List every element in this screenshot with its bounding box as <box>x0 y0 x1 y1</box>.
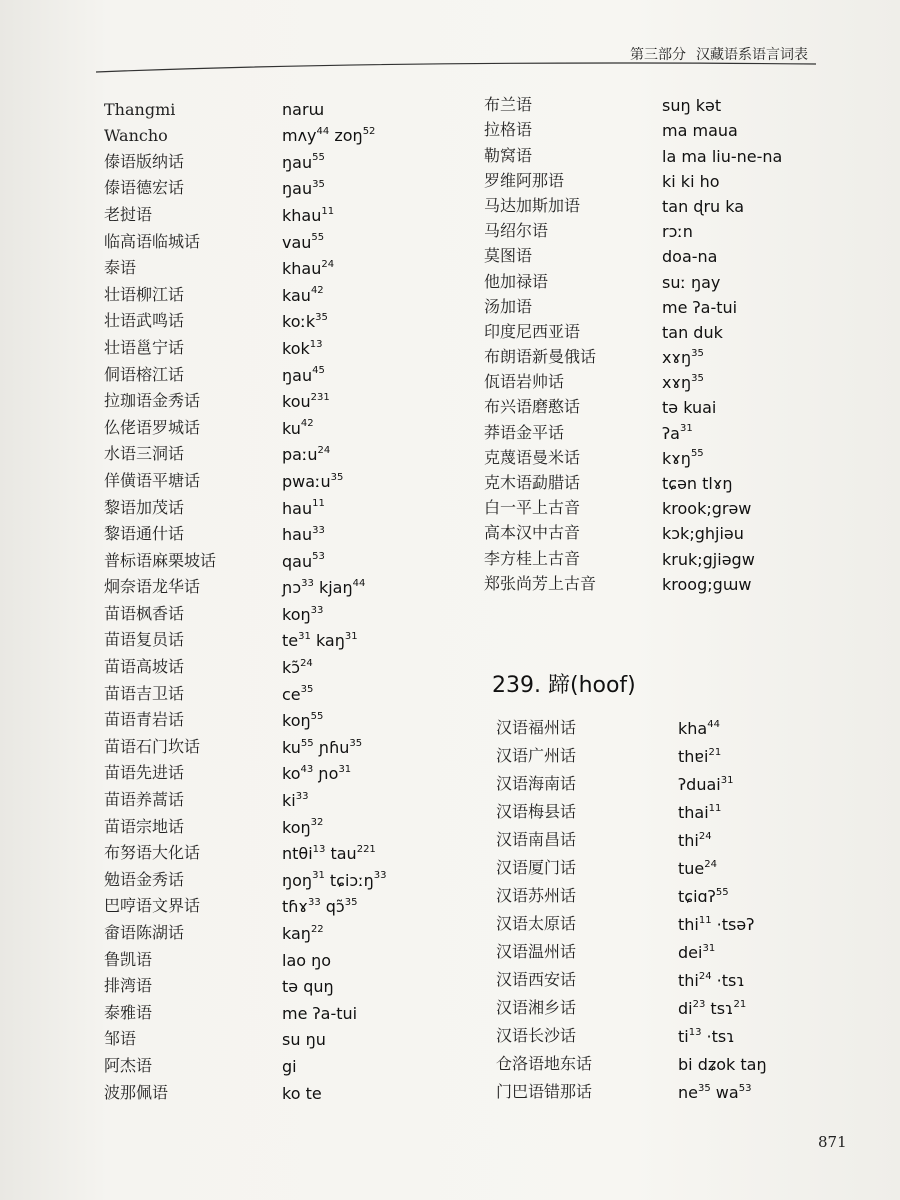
language-name: 克蔑语曼米话 <box>484 447 581 467</box>
word-form: xɤŋ$^{35}$ <box>662 347 704 368</box>
word-form: ma maua <box>662 121 738 141</box>
entry-row <box>484 392 782 417</box>
word-form: koŋ$^{32}$ <box>282 817 324 837</box>
language-name: 莫图语 <box>484 246 533 266</box>
entry-row <box>104 970 386 997</box>
word-form: khau$^{11}$ <box>282 205 335 225</box>
word-form: $ne^{35}$ $wa^{53}$ <box>678 1082 752 1102</box>
entry-row <box>484 90 782 115</box>
entry-row <box>496 710 767 738</box>
word-form: dei$^{31}$ <box>678 942 716 962</box>
language-name: 畲语陈湖话 <box>104 923 185 942</box>
word-form: ŋoŋ$^{31}$ tɕiɔːŋ$^{33}$ <box>282 870 387 890</box>
language-name: 汉语太原话 <box>496 914 577 933</box>
word-form: su ŋu <box>282 1030 326 1050</box>
language-name: 他加禄语 <box>484 271 549 291</box>
entry-row <box>104 1023 386 1050</box>
language-name: 布兴语磨憨话 <box>484 397 581 417</box>
language-name: 汉语西安话 <box>496 970 577 989</box>
entry-row <box>484 443 782 468</box>
entry-row <box>104 1076 386 1103</box>
language-name: 普标语麻栗坡话 <box>104 550 217 570</box>
entry-row <box>496 1018 767 1046</box>
entry-row <box>104 624 386 651</box>
word-form: kɔ̃$^{24}$ <box>282 657 313 678</box>
word-form: kɤŋ$^{55}$ <box>662 448 704 468</box>
language-name: 苗语宗地话 <box>104 816 185 836</box>
entry-row <box>484 241 782 266</box>
entry-row <box>104 544 386 571</box>
word-form: tɕən tlɤŋ <box>662 474 733 493</box>
language-name: 炯奈语龙华话 <box>104 577 201 597</box>
word-form: hau$^{11}$ <box>282 498 325 518</box>
language-name: 马达加斯加语 <box>484 195 581 215</box>
word-form: $te^{31}$ kaŋ$^{31}$ <box>282 631 358 651</box>
header-part: 第三部分 <box>630 47 686 63</box>
right-column-top <box>484 90 782 594</box>
language-name: Wancho <box>104 126 168 146</box>
language-name: 苗语先进话 <box>104 763 185 783</box>
language-name: 汉语南昌话 <box>496 830 577 849</box>
entry-row <box>104 677 386 704</box>
word-form: bi dʑok taŋ <box>678 1055 767 1074</box>
language-name: 佯僙语平塘话 <box>104 470 201 490</box>
entry-row <box>104 464 386 491</box>
entry-row <box>104 810 386 837</box>
word-form: paːu$^{24}$ <box>282 444 331 465</box>
language-name: 佤语岩帅话 <box>484 372 565 392</box>
entry-row <box>104 890 386 917</box>
language-name: 汉语厦门话 <box>496 858 577 877</box>
word-form: kou$^{231}$ <box>282 391 330 412</box>
entry-row <box>104 571 386 598</box>
language-name: 勒窝语 <box>484 145 533 165</box>
language-name: Thangmi <box>104 99 176 119</box>
language-name: 排湾语 <box>104 976 153 996</box>
language-name: 临高语临城话 <box>104 231 201 251</box>
entry-row <box>104 837 386 864</box>
word-form: $ko^{43}$ ɲo$^{31}$ <box>282 764 352 784</box>
entry-row <box>484 191 782 216</box>
entry-row <box>496 906 767 934</box>
word-form: la ma liu-ne-na <box>662 146 783 166</box>
word-form: kaŋ$^{22}$ <box>282 923 324 943</box>
word-form: tɦɤ$^{33}$ qɔ̃$^{35}$ <box>282 897 358 917</box>
word-form: $ku^{42}$ <box>282 418 314 438</box>
language-name: 老挝语 <box>104 204 153 224</box>
language-name: 鲁凯语 <box>104 949 153 969</box>
entry-row <box>484 468 782 493</box>
entry-row <box>484 342 782 367</box>
language-name: 黎语通什话 <box>104 524 185 544</box>
section-heading <box>492 668 636 699</box>
language-name: 水语三洞话 <box>104 444 185 464</box>
entry-row <box>104 172 386 199</box>
language-name: 罗维阿那语 <box>484 170 565 190</box>
language-name: 门巴语错那话 <box>496 1082 593 1101</box>
section-number: 239. <box>492 673 541 698</box>
word-form: ki ki ho <box>662 171 720 191</box>
language-name: 汉语海南话 <box>496 774 577 793</box>
entry-row <box>484 367 782 392</box>
entry-row <box>496 766 767 794</box>
word-form: thi$^{24}$ ·tsɿ <box>678 970 745 990</box>
word-form: xɤŋ$^{35}$ <box>662 372 704 393</box>
word-form: ŋau$^{35}$ <box>282 179 325 199</box>
entry-row <box>484 166 782 191</box>
entry-row <box>484 292 782 317</box>
entry-row <box>496 794 767 822</box>
language-name: 白一平上古音 <box>484 498 581 518</box>
entry-row <box>104 358 386 385</box>
language-name: 布朗语新曼俄话 <box>484 347 597 367</box>
entry-row <box>484 518 782 543</box>
word-form: mʌy$^{44}$ zoŋ$^{52}$ <box>282 125 376 146</box>
word-form: krook;grəw <box>662 499 752 519</box>
left-column <box>104 92 386 1103</box>
word-form: rɔːn <box>662 222 693 242</box>
entry-row <box>104 491 386 518</box>
language-name: 布兰语 <box>484 95 533 115</box>
language-name: 莽语金平话 <box>484 422 565 442</box>
language-name: 拉珈语金秀话 <box>104 391 201 411</box>
language-name: 波那佩语 <box>104 1082 169 1102</box>
word-form: kroog;gɯw <box>662 574 752 594</box>
language-name: 汉语梅县话 <box>496 802 577 821</box>
language-name: 汉语长沙话 <box>496 1026 577 1045</box>
entry-row <box>104 119 386 146</box>
word-form: tan ɖru ka <box>662 196 745 216</box>
language-name: 汉语温州话 <box>496 942 577 961</box>
word-form: $ce^{35}$ <box>282 684 314 704</box>
entry-row <box>496 990 767 1018</box>
word-form: ko te <box>282 1083 322 1103</box>
language-name: 侗语榕江话 <box>104 364 185 384</box>
word-form: lao ŋo <box>282 950 332 970</box>
word-form: kruk;gjiəgw <box>662 549 755 569</box>
language-name: 汉语福州话 <box>496 718 577 737</box>
word-form: thai$^{11}$ <box>678 802 722 822</box>
language-name: 李方桂上古音 <box>484 548 581 568</box>
word-form: $ti^{13}$ ·tsɿ <box>678 1026 735 1046</box>
entry-row <box>496 1074 767 1102</box>
language-name: 傣语德宏话 <box>104 178 185 198</box>
language-name: 汉语广州话 <box>496 746 577 765</box>
entry-row <box>484 543 782 568</box>
language-name: 黎语加茂话 <box>104 497 185 517</box>
language-name: 壮语邕宁话 <box>104 337 185 357</box>
entry-row <box>484 216 782 241</box>
word-form: doa-na <box>662 247 718 267</box>
entry-row <box>104 198 386 225</box>
language-name: 邹语 <box>104 1029 137 1049</box>
word-form: ʔduai$^{31}$ <box>678 774 734 794</box>
language-name: 苗语复员话 <box>104 630 185 650</box>
word-form: tan duk <box>662 322 723 342</box>
language-name: 苗语枫香话 <box>104 603 185 623</box>
word-form: tue$^{24}$ <box>678 858 717 878</box>
word-form: thi$^{11}$ ·tsəʔ <box>678 914 755 934</box>
page-number: 871 <box>818 1133 847 1151</box>
entry-row <box>496 822 767 850</box>
language-name: 马绍尔语 <box>484 221 549 241</box>
language-name: 苗语吉卫话 <box>104 683 185 703</box>
entry-row <box>484 115 782 140</box>
entry-row <box>104 597 386 624</box>
entry-row <box>104 704 386 731</box>
word-form: kau$^{42}$ <box>282 285 324 305</box>
entry-row <box>496 738 767 766</box>
word-form: ʔa$^{31}$ <box>662 423 693 443</box>
entry-row <box>104 92 386 119</box>
entry-row <box>104 385 386 412</box>
word-form: hau$^{33}$ <box>282 524 325 545</box>
language-name: 印度尼西亚语 <box>484 321 581 341</box>
word-form: $ku^{55}$ ɲɦu$^{35}$ <box>282 737 363 757</box>
entry-row <box>496 850 767 878</box>
entry-row <box>104 996 386 1023</box>
entry-row <box>496 878 767 906</box>
entry-row <box>104 331 386 358</box>
entry-row <box>104 518 386 545</box>
entry-row <box>104 1049 386 1076</box>
language-name: 汉语苏州话 <box>496 886 577 905</box>
entry-row <box>104 943 386 970</box>
entry-row <box>484 417 782 442</box>
word-form: kɔk;ghjiǝu <box>662 524 744 544</box>
entry-row <box>104 252 386 279</box>
word-form: suː ŋay <box>662 272 721 292</box>
language-name: 壮语武鸣话 <box>104 311 185 331</box>
entry-row <box>484 493 782 518</box>
language-name: 汤加语 <box>484 296 533 316</box>
entry-row <box>104 438 386 465</box>
entry-row <box>484 317 782 342</box>
language-name: 泰雅语 <box>104 1002 153 1022</box>
entry-row <box>104 650 386 677</box>
word-form: pwaːu$^{35}$ <box>282 471 344 491</box>
entry-row <box>496 934 767 962</box>
entry-row <box>104 757 386 784</box>
entry-row <box>484 569 782 594</box>
language-name: 苗语高坡话 <box>104 657 185 677</box>
entry-row <box>484 140 782 165</box>
word-form: $ki^{33}$ <box>282 790 309 811</box>
word-form: koŋ$^{55}$ <box>282 710 324 731</box>
entry-row <box>104 305 386 332</box>
language-name: 苗语青岩话 <box>104 710 185 730</box>
language-name: 巴哼语文界话 <box>104 896 201 916</box>
word-form: gi <box>282 1056 297 1076</box>
entry-row <box>104 278 386 305</box>
word-form: ɲɔ$^{33}$ kjaŋ$^{44}$ <box>282 577 366 598</box>
language-name: 高本汉中古音 <box>484 523 581 543</box>
word-form: ŋau$^{55}$ <box>282 152 325 172</box>
language-name: 苗语养蒿话 <box>104 790 185 810</box>
word-form: suŋ kət <box>662 96 722 116</box>
entry-row <box>496 962 767 990</box>
entry-row <box>104 225 386 252</box>
word-form: me ʔa-tui <box>662 297 738 317</box>
entry-row <box>104 783 386 810</box>
language-name: 泰语 <box>104 258 137 278</box>
word-form: tə quŋ <box>282 977 334 997</box>
word-form: tɕiɑʔ$^{55}$ <box>678 886 729 906</box>
language-name: 拉格语 <box>484 120 533 140</box>
header-title: 汉藏语系语言词表 <box>696 47 808 63</box>
header-rule <box>96 58 816 76</box>
language-name: 苗语石门坎话 <box>104 736 201 756</box>
entry-row <box>104 411 386 438</box>
word-form: kha$^{44}$ <box>678 718 720 738</box>
language-name: 仓洛语地东话 <box>496 1054 593 1073</box>
entry-row <box>104 863 386 890</box>
language-name: 仫佬语罗城话 <box>104 417 201 437</box>
word-form: kok$^{13}$ <box>282 338 323 358</box>
language-name: 阿杰语 <box>104 1055 153 1075</box>
word-form: vau$^{55}$ <box>282 232 325 252</box>
word-form: qau$^{53}$ <box>282 551 325 571</box>
word-form: me ʔa-tui <box>282 1003 358 1023</box>
language-name: 汉语湘乡话 <box>496 998 577 1017</box>
entry-row <box>104 730 386 757</box>
word-form: tə kuai <box>662 398 717 418</box>
word-form: koŋ$^{33}$ <box>282 604 324 624</box>
word-form: khau$^{24}$ <box>282 258 335 279</box>
word-form: koːk$^{35}$ <box>282 312 328 332</box>
word-form: ntθi$^{13}$ tau$^{221}$ <box>282 843 376 864</box>
entry-row <box>496 1046 767 1074</box>
word-form: thɐi$^{21}$ <box>678 746 722 766</box>
language-name: 勉语金秀话 <box>104 869 185 889</box>
language-name: 布努语大化话 <box>104 843 201 863</box>
language-name: 壮语柳江话 <box>104 284 185 304</box>
language-name: 傣语版纳话 <box>104 151 185 171</box>
word-form: ŋau$^{45}$ <box>282 365 325 385</box>
word-form: narɯ <box>282 99 325 119</box>
entry-row <box>104 145 386 172</box>
entry-row <box>484 266 782 291</box>
section-title: 蹄(hoof) <box>547 673 636 698</box>
language-name: 克木语勐腊话 <box>484 473 581 492</box>
entry-row <box>104 916 386 943</box>
right-column-bottom <box>496 710 767 1102</box>
word-form: $di^{23}$ tsɿ$^{21}$ <box>678 998 747 1018</box>
word-form: thi$^{24}$ <box>678 830 712 850</box>
language-name: 郑张尚芳上古音 <box>484 573 597 593</box>
